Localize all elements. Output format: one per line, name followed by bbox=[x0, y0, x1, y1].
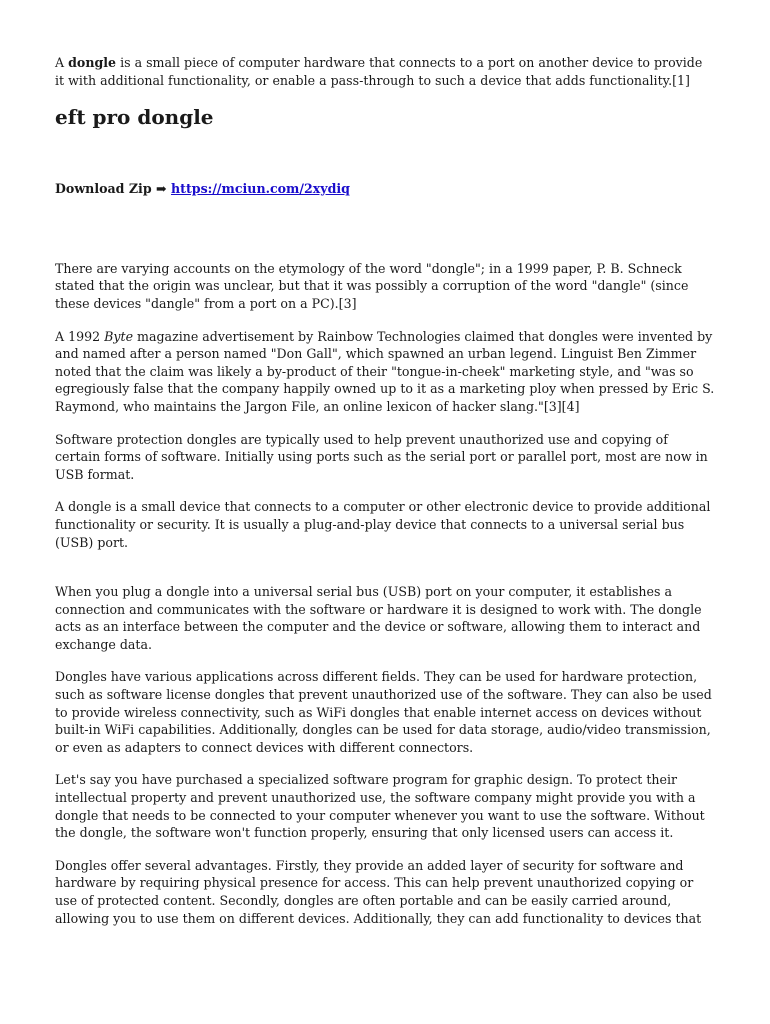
download-link[interactable]: https://mciun.com/2xydiq bbox=[170, 181, 350, 197]
arrow-icon: ➡ bbox=[156, 181, 167, 197]
paragraph-usb-connection: When you plug a dongle into a universal serial bus (USB) port on your computer, it establishes a connection and communicates with the software or hardware it is designed to work with. The dongle acts as an interface between the computer and the device or software, allowing them to interact and exchange data. bbox=[55, 584, 702, 652]
intro-rest: is a small piece of computer hardware that connects to a port on another device to provide it with additional functionality, or enable a pass-through to such a device that adds functionality.[1] bbox=[55, 55, 703, 88]
page-title: eft pro dongle bbox=[55, 105, 214, 130]
paragraph-etymology: There are varying accounts on the etymology of the word "dongle"; in a 1999 paper, P. B. Schneck stated that the origin was unclear, but that it was possibly a corruption of the word "dangle" (since these devices "dangle" from a port on a PC).[3] bbox=[55, 260, 689, 311]
download-label: Download Zip bbox=[55, 181, 152, 197]
paragraph-advantages: Dongles offer several advantages. Firstly, they provide an added layer of security for software and hardware by requiring physical presence for access. This can help prevent unauthorized copying or use of protected content. Secondly, dongles are often portable and can be easily carried around, allowing you to use them on different devices. Additionally, they can add functionality to devices that bbox=[55, 857, 702, 926]
paragraph-byte-ad-lead: A 1992 bbox=[55, 328, 105, 344]
magazine-name: Byte bbox=[104, 328, 134, 344]
paragraph-byte-ad-rest: magazine advertisement by Rainbow Technologies claimed that dongles were invented by and named after a person named "Don Gall", which spawned an urban legend. Linguist Ben Zimmer noted that the claim was likely a by-product of their "tongue-in-cheek" marketing style, and "was so egregiously false that the company happily owned up to it as a marketing ploy when pressed by Eric S. Raymond, who maintains the Jargon File, an online lexicon of hacker slang."[3][4] bbox=[55, 328, 715, 414]
paragraph-definition: A dongle is a small device that connects to a computer or other electronic device to provide additional functionality or security. It is usually a plug-and-play device that connects to a universal serial bus (USB) port. bbox=[55, 499, 711, 550]
paragraph-byte-ad bbox=[55, 328, 715, 416]
download-line bbox=[55, 180, 715, 198]
document-page bbox=[55, 54, 715, 942]
intro-paragraph bbox=[55, 54, 715, 89]
paragraph-applications: Dongles have various applications across different fields. They can be used for hardware protection, such as software license dongles that prevent unauthorized use of the software. They can also be used to provide wireless connectivity, such as WiFi dongles that enable internet access on devices without built-in WiFi capabilities. Additionally, dongles can be used for data storage, audio/video transmission, or even as adapters to connect devices with different connectors. bbox=[55, 669, 712, 755]
intro-lead: A bbox=[55, 55, 69, 70]
intro-term: dongle bbox=[68, 55, 117, 70]
paragraph-software-protection: Software protection dongles are typically used to help prevent unauthorized use and copying of certain forms of software. Initially using ports such as the serial port or parallel port, most are now in USB format. bbox=[55, 431, 708, 482]
paragraph-example: Let's say you have purchased a specialized software program for graphic design. To protect their intellectual property and prevent unauthorized use, the software company might provide you with a dongle that needs to be connected to your computer whenever you want to use the software. Without the dongle, the software won't function properly, ensuring that only licensed users can access it. bbox=[55, 772, 705, 841]
